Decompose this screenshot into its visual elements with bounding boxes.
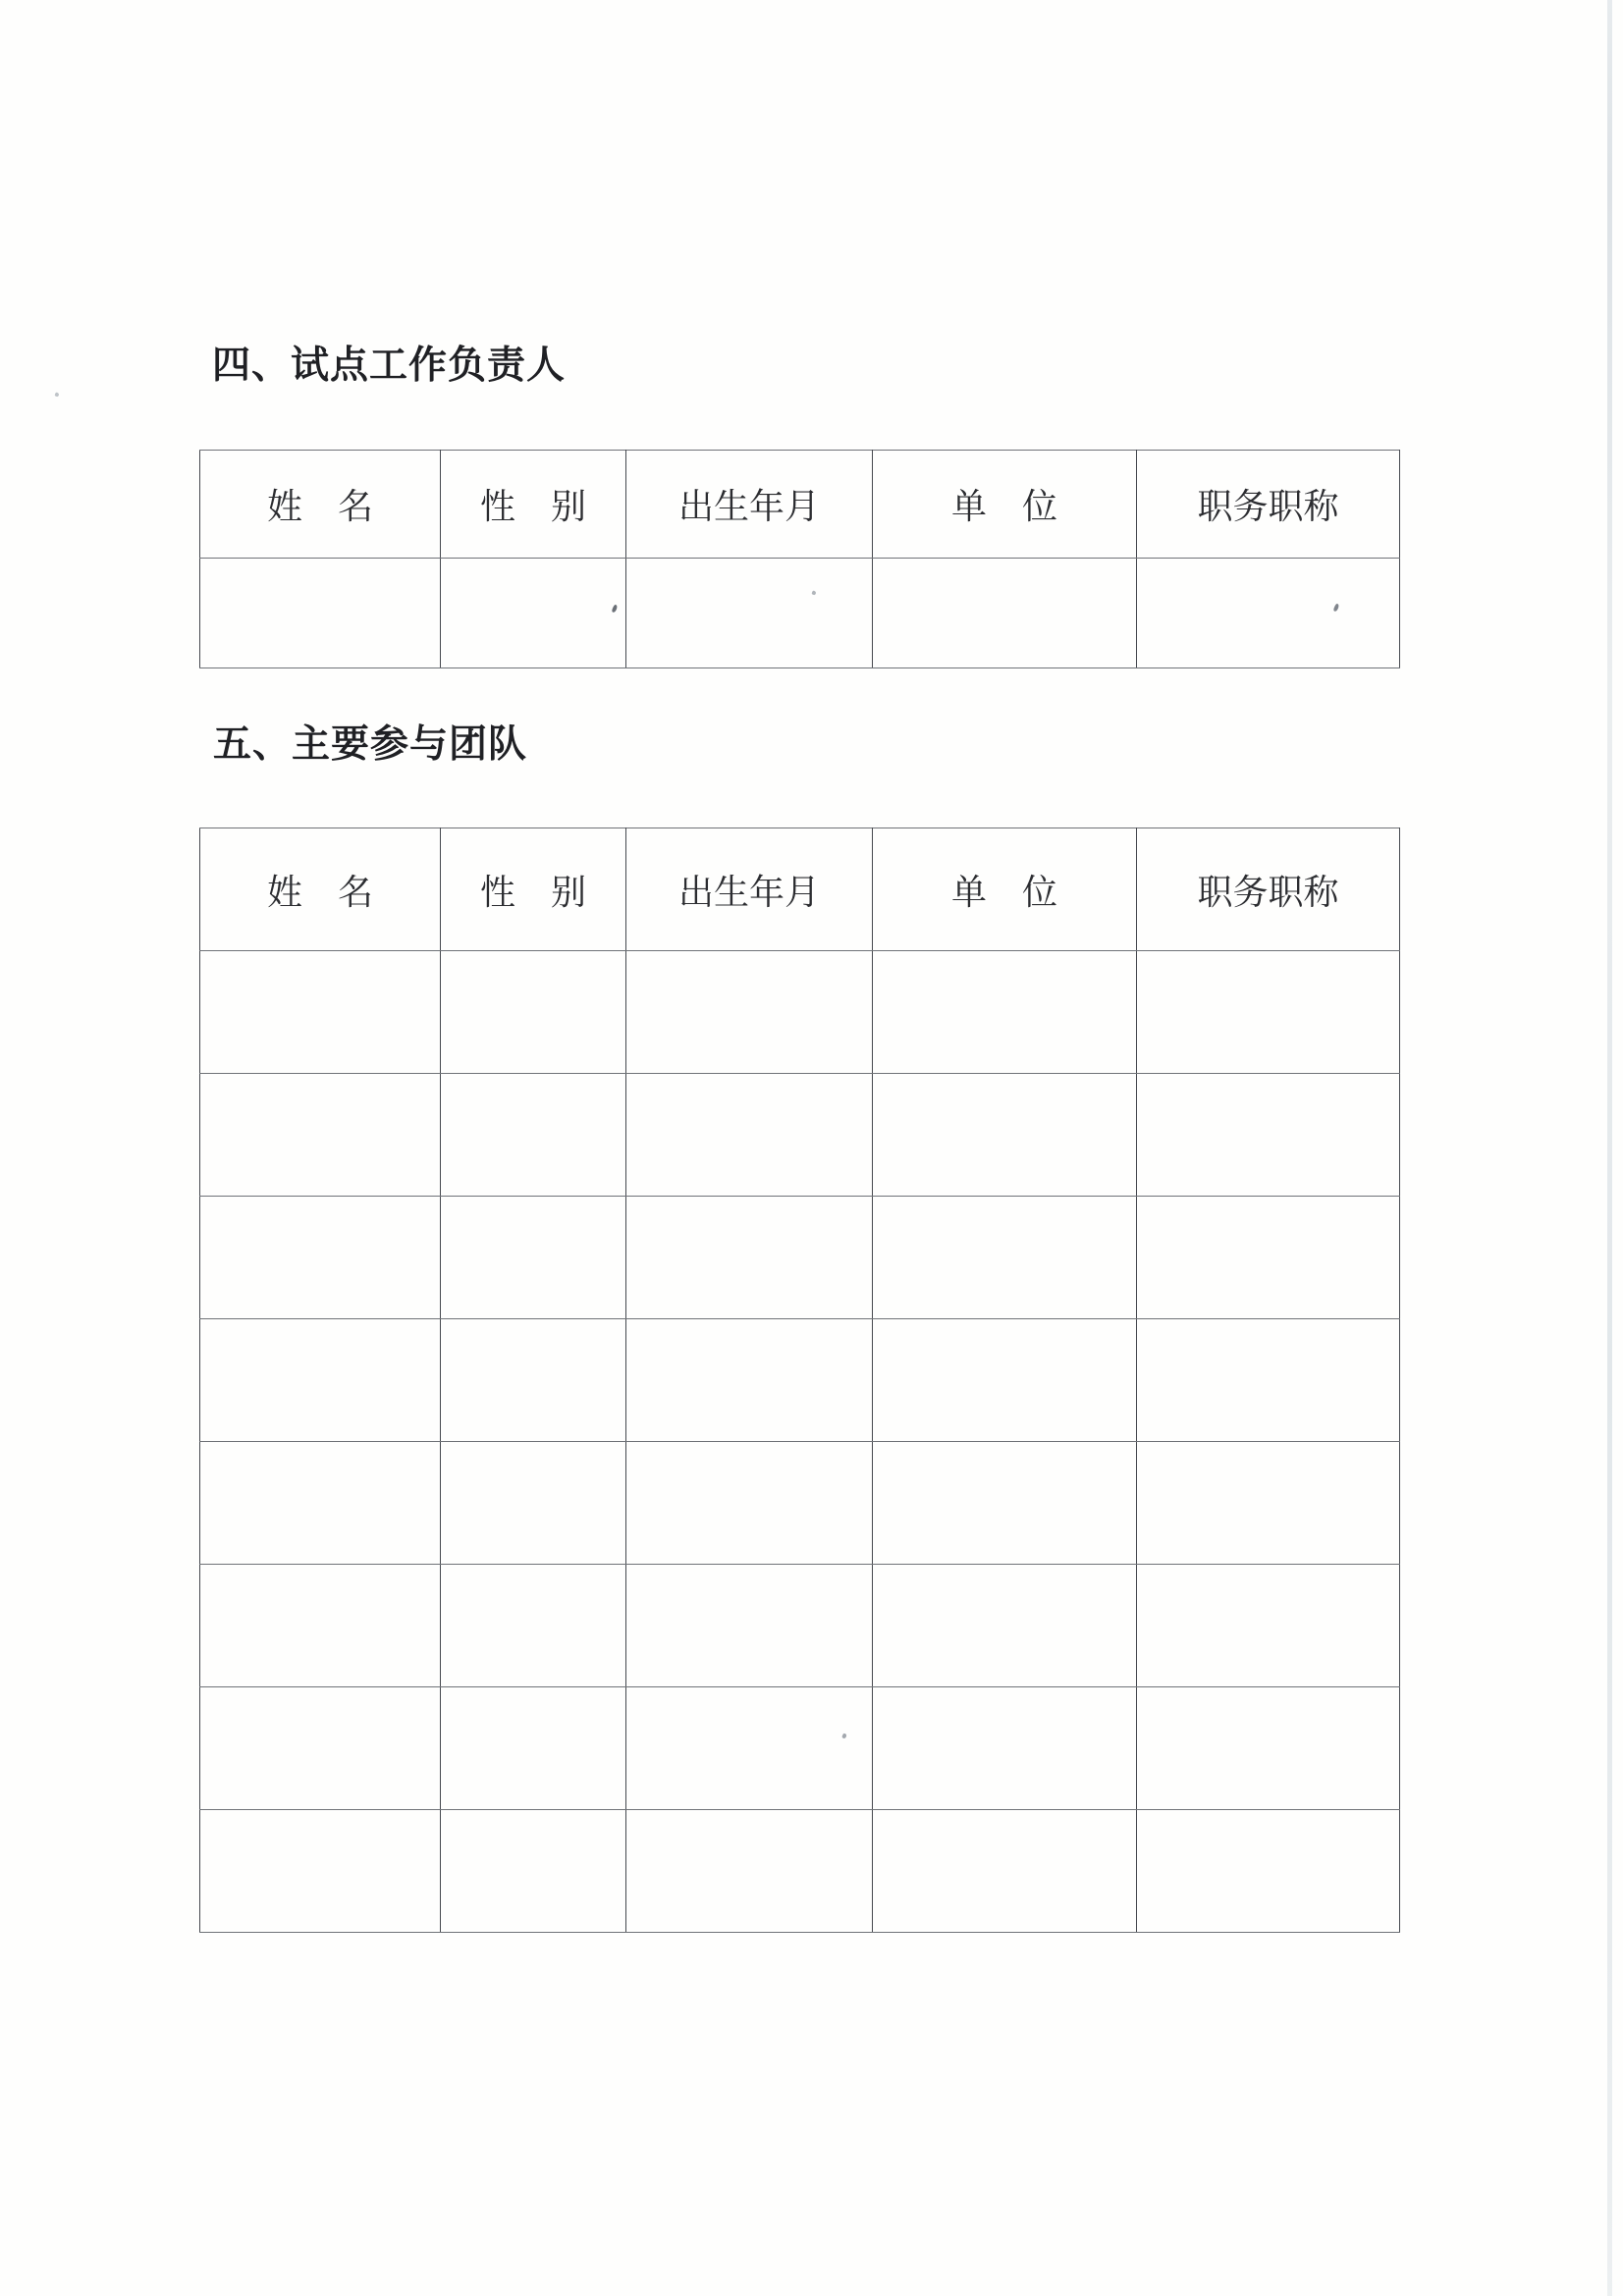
- empty-data-row: [200, 1442, 1400, 1565]
- section-heading-main-team: 五、主要参与团队: [213, 723, 528, 766]
- empty-cell: [873, 1197, 1137, 1319]
- empty-cell: [873, 1810, 1137, 1933]
- col-header-unit: 单 位: [873, 828, 1137, 951]
- empty-cell: [441, 1197, 626, 1319]
- empty-data-row: [200, 951, 1400, 1074]
- empty-cell: [873, 1565, 1137, 1687]
- empty-cell: [441, 1074, 626, 1197]
- empty-cell: [200, 1319, 441, 1442]
- empty-cell: [200, 951, 441, 1074]
- empty-cell: [626, 1197, 873, 1319]
- col-header-birthdate: 出生年月: [626, 451, 873, 559]
- empty-cell: [1137, 1074, 1400, 1197]
- empty-cell: [441, 1442, 626, 1565]
- scan-edge-shadow: [1607, 0, 1612, 2296]
- empty-cell: [200, 1074, 441, 1197]
- empty-cell: [626, 1074, 873, 1197]
- col-header-title: 职务职称: [1137, 828, 1400, 951]
- empty-cell: [873, 1442, 1137, 1565]
- empty-cell: [200, 1810, 441, 1933]
- empty-cell: [626, 1565, 873, 1687]
- col-header-name: 姓 名: [200, 451, 441, 559]
- empty-cell: [441, 1319, 626, 1442]
- empty-data-row: [200, 1565, 1400, 1687]
- empty-cell: [200, 1687, 441, 1810]
- col-header-name: 姓 名: [200, 828, 441, 951]
- empty-cell: [873, 1074, 1137, 1197]
- empty-cell: [873, 1319, 1137, 1442]
- empty-cell: [1137, 1442, 1400, 1565]
- scan-speck: [54, 392, 59, 397]
- empty-data-row: [200, 1074, 1400, 1197]
- empty-cell: [200, 1197, 441, 1319]
- empty-data-row: [200, 1810, 1400, 1933]
- empty-cell: [441, 1565, 626, 1687]
- table-header-row: [200, 828, 1400, 951]
- empty-cell: [200, 559, 441, 668]
- col-header-gender: 性 别: [441, 451, 626, 559]
- empty-cell: [626, 1319, 873, 1442]
- empty-cell: [626, 1442, 873, 1565]
- empty-cell: [873, 1687, 1137, 1810]
- col-header-birthdate: 出生年月: [626, 828, 873, 951]
- empty-cell: [200, 1565, 441, 1687]
- empty-cell: [1137, 559, 1400, 668]
- empty-cell: [626, 1810, 873, 1933]
- empty-cell: [441, 559, 626, 668]
- col-header-gender: 性 别: [441, 828, 626, 951]
- empty-data-row: [200, 1319, 1400, 1442]
- empty-cell: [1137, 1565, 1400, 1687]
- empty-cell: [1137, 951, 1400, 1074]
- empty-cell: [1137, 1197, 1400, 1319]
- main-team-table: [199, 828, 1400, 1933]
- empty-data-row: [200, 1197, 1400, 1319]
- empty-data-row: [200, 559, 1400, 668]
- pilot-leader-table: [199, 450, 1400, 668]
- empty-cell: [626, 1687, 873, 1810]
- empty-cell: [626, 951, 873, 1074]
- col-header-unit: 单 位: [873, 451, 1137, 559]
- empty-cell: [1137, 1319, 1400, 1442]
- empty-cell: [441, 1687, 626, 1810]
- table-header-row: [200, 451, 1400, 559]
- empty-cell: [441, 951, 626, 1074]
- empty-cell: [873, 951, 1137, 1074]
- empty-cell: [200, 1442, 441, 1565]
- empty-cell: [441, 1810, 626, 1933]
- col-header-title: 职务职称: [1137, 451, 1400, 559]
- empty-cell: [873, 559, 1137, 668]
- empty-cell: [1137, 1810, 1400, 1933]
- empty-data-row: [200, 1687, 1400, 1810]
- section-heading-pilot-leader: 四、试点工作负责人: [212, 345, 567, 387]
- empty-cell: [626, 559, 873, 668]
- empty-cell: [1137, 1687, 1400, 1810]
